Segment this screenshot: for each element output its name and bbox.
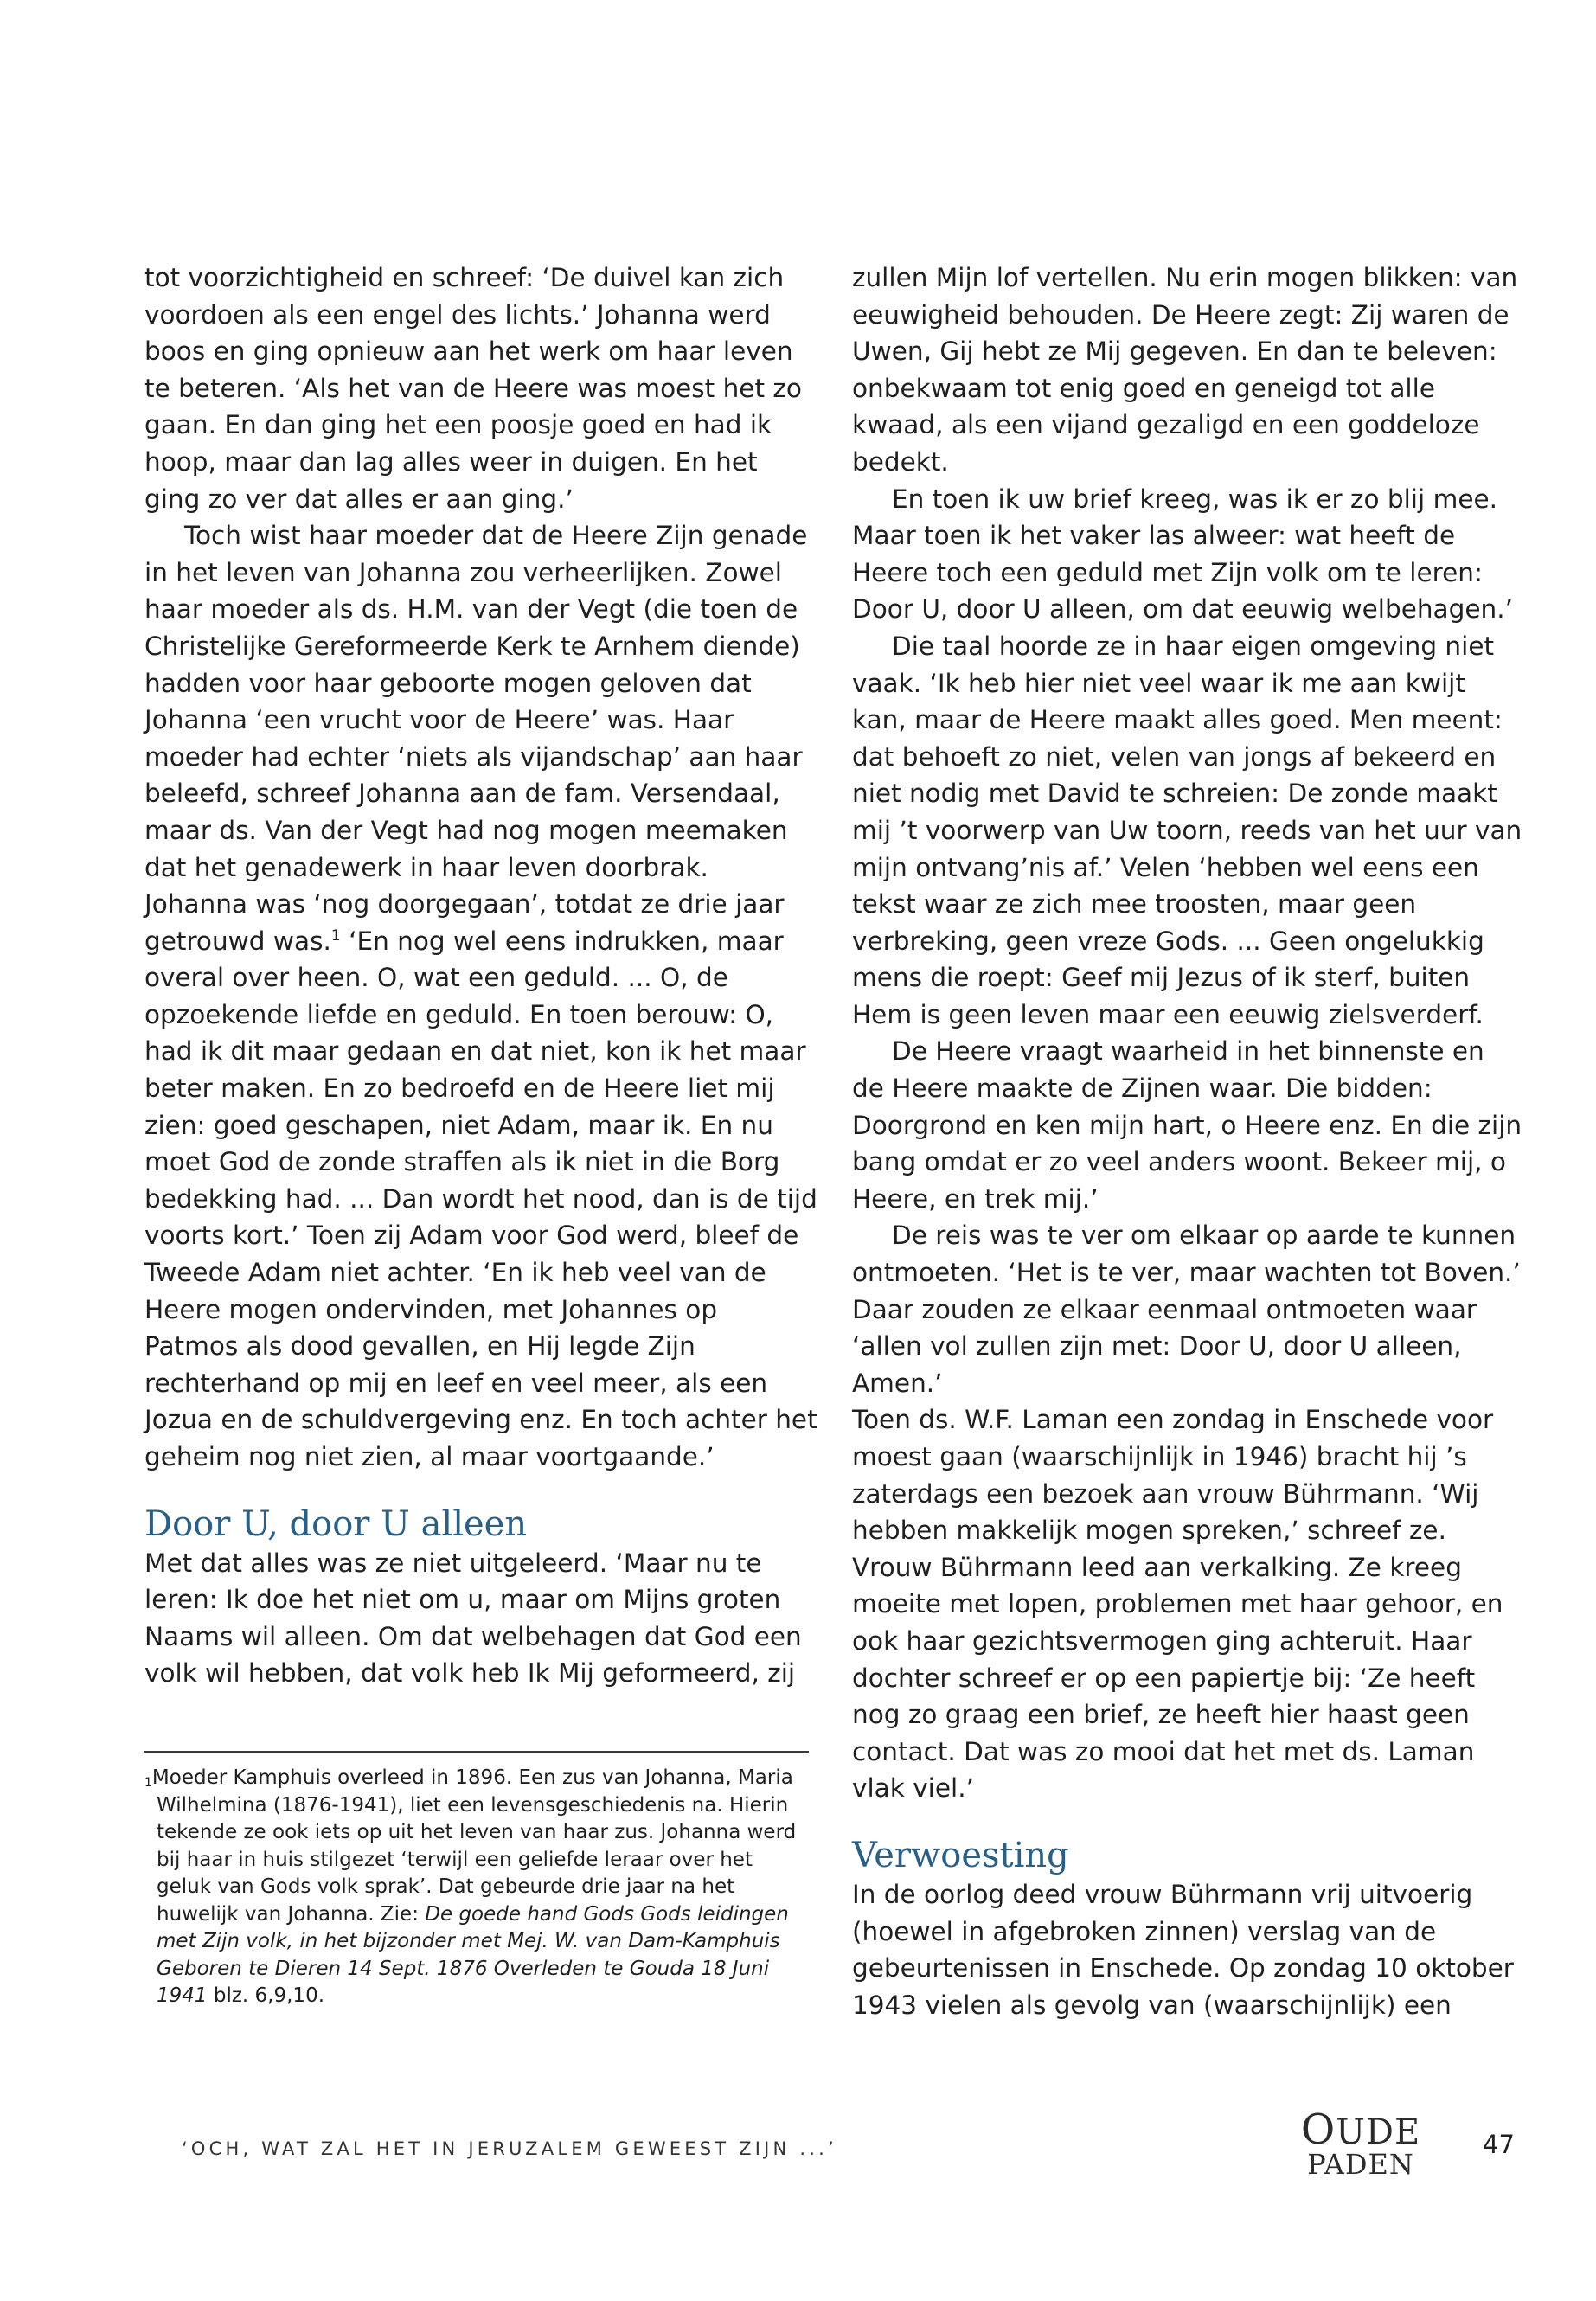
running-title: ‘OCH, WAT ZAL HET IN JERUZALEM GEWEEST ZIJN ...’ [182,2138,837,2159]
logo-line-2: PADEN [1307,2148,1414,2181]
footnote-divider [144,1751,809,1753]
paragraph: En toen ik uw brief kreeg, was ik er zo blij mee. Maar toen ik het vaker las alweer: wat heeft de Heere toch een geduld met Zijn volk om te leren: Door U, door U alleen, om dat eeuwig welbehagen.’ [852,484,1513,625]
logo-rest: UDE [1336,2112,1421,2152]
logo-initial: O [1300,2106,1336,2154]
paragraph: Toen ds. W.F. Laman een zondag in Enschede voor moest gaan (waarschijnlijk in 1946) bracht hij ’s zaterdags een bezoek aan vrouw Bührmann. ‘Wij hebben makkelijk mogen spreken,’ schreef ze. Vrouw Bührmann leed aan verkalking. Ze kreeg moeite met lopen, problemen met haar gehoor, en ook haar gezichtsvermogen ging achteruit. Haar dochter schreef er op een papiertje bij: ‘Ze heeft nog zo graag een brief, ze heeft hier haast geen contact. Dat was zo mooi dat het met ds. Laman vlak viel.’ [852,1405,1503,1804]
paragraph: Met dat alles was ze niet uitgeleerd. ‘Maar nu te leren: Ik doe het niet om u, maar om Mijns groten Naams wil alleen. Om dat welbehagen dat God een volk wil hebben, dat volk heb Ik Mij geformeerd, zij [144,1548,802,1689]
section-heading: Verwoesting [852,1835,1069,1875]
paragraph-text: Toch wist haar moeder dat de Heere Zijn genade in het leven van Johanna zou verheerlijken. Zowel haar moeder als ds. H.M. van der Vegt (die toen de Christelijke Gereformeerde Kerk te Arnhem diende) hadden voor haar geboorte mogen geloven dat Johanna ‘een vrucht voor de Heere’ was. Haar moeder had echter ‘niets als vijandschap’ aan haar beleefd, schreef Johanna aan de fam. Versendaal, maar ds. Van der Vegt had nog mogen meemaken dat het genadewerk in haar leven doorbrak. Johanna was ‘nog doorgegaan’, totdat ze drie jaar getrouwd was. [144,521,808,956]
right-column [852,260,1522,2023]
footnote-citation: De goede hand Gods Gods leidingen met Zijn volk, in het bijzonder met Mej. W. van Dam-Kamphuis Geboren te Dieren 14 Sept. 1876 Overleden te Gouda 18 Juni 1941 [157,1902,789,2007]
footnote-text: Moeder Kamphuis overleed in 1896. Een zus van Johanna, Maria Wilhelmina (1876-1941), liet een levensgeschiedenis na. Hierin tekende ze ook iets op uit het leven van haar zus. Johanna werd bij haar in huis stilgezet ‘terwijl een geliefde leraar over het geluk van Gods volk sprak’. Dat gebeurde drie jaar na het huwelijk van Johanna. Zie: [151,1766,797,1926]
footnote-text: blz. 6,9,10. [207,1984,325,2007]
left-column [144,260,817,1692]
paragraph: tot voorzichtigheid en schreef: ‘De duivel kan zich voordoen als een engel des lichts.’ Johanna werd boos en ging opnieuw aan het werk om haar leven te beteren. ‘Als het van de Heere was moest het zo gaan. En dan ging het een poosje goed en had ik hoop, maar dan lag alles weer in duigen. En het ging zo ver dat alles er aan ging.’ [144,263,802,514]
paragraph: In de oorlog deed vrouw Bührmann vrij uitvoerig (hoewel in afgebroken zinnen) verslag van de gebeurtenissen in Enschede. Op zondag 10 oktober 1943 vielen als gevolg van (waarschijnlijk) een [852,1879,1514,2020]
logo-line-1 [1292,2106,1430,2154]
paragraph: De reis was te ver om elkaar op aarde te kunnen ontmoeten. ‘Het is te ver, maar wachten tot Boven.’ Daar zouden ze elkaar eenmaal ontmoeten waar ‘allen vol zullen zijn met: Door U, door U alleen, Amen.’ [852,1221,1521,1398]
page-number: 47 [1483,2130,1515,2159]
paragraph: zullen Mijn lof vertellen. Nu erin mogen blikken: van eeuwigheid behouden. De Heere zegt: Zij waren de Uwen, Gij hebt ze Mij gegeven. En dan te beleven: onbekwaam tot enig goed en geneigd tot alle kwaad, als een vijand gezaligd en een goddeloze bedekt. [852,263,1518,477]
oude-paden-logo [1292,2106,1430,2182]
footnote [144,1765,811,2010]
paragraph-text: ‘En nog wel eens indrukken, maar overal over heen. O, wat een geduld. ... O, de opzoekende liefde en geduld. En toen berouw: O, had ik dit maar gedaan en dat niet, kon ik het maar beter maken. En zo bedroefd en de Heere liet mij zien: goed geschapen, niet Adam, maar ik. En nu moet God de zonde straffen als ik niet in die Borg bedekking had. ... Dan wordt het nood, dan is de tijd voorts kort.’ Toen zij Adam voor God werd, bleef de Tweede Adam niet achter. ‘En ik heb veel van de Heere mogen ondervinden, met Johannes op Patmos als dood gevallen, en Hij legde Zijn rechterhand op mij en leef en veel meer, als een Jozua en de schuldvergeving enz. En toch achter het geheim nog niet zien, al maar voortgaande.’ [144,926,817,1471]
footnote-mark: 1 [144,1776,152,1790]
footnote-reference[interactable]: 1 [330,926,341,945]
paragraph: De Heere vraagt waarheid in het binnenste en de Heere maakte de Zijnen waar. Die bidden: Doorgrond en ken mijn hart, o Heere enz. En die zijn bang omdat er zo veel anders woont. Bekeer mij, o Heere, en trek mij.’ [852,1036,1522,1214]
paragraph [144,517,817,1475]
paragraph: Die taal hoorde ze in haar eigen omgeving niet vaak. ‘Ik heb hier niet veel waar ik me aan kwijt kan, maar de Heere maakt alles goed. Men meent: dat behoeft zo niet, velen van jongs af bekeerd en niet nodig met David te schreien: De zonde maakt mij ’t voorwerp van Uw toorn, reeds van het uur van mijn ontvang’nis af.’ Velen ‘hebben wel eens een tekst waar ze zich mee troosten, maar geen verbreking, geen vreze Gods. ... Geen ongelukkig mens die roept: Geef mij Jezus of ik sterf, buiten Hem is geen leven maar een eeuwig zielsverderf. [852,631,1522,1029]
section-heading: Door U, door U alleen [144,1503,528,1544]
footnote-body [144,1765,811,2010]
